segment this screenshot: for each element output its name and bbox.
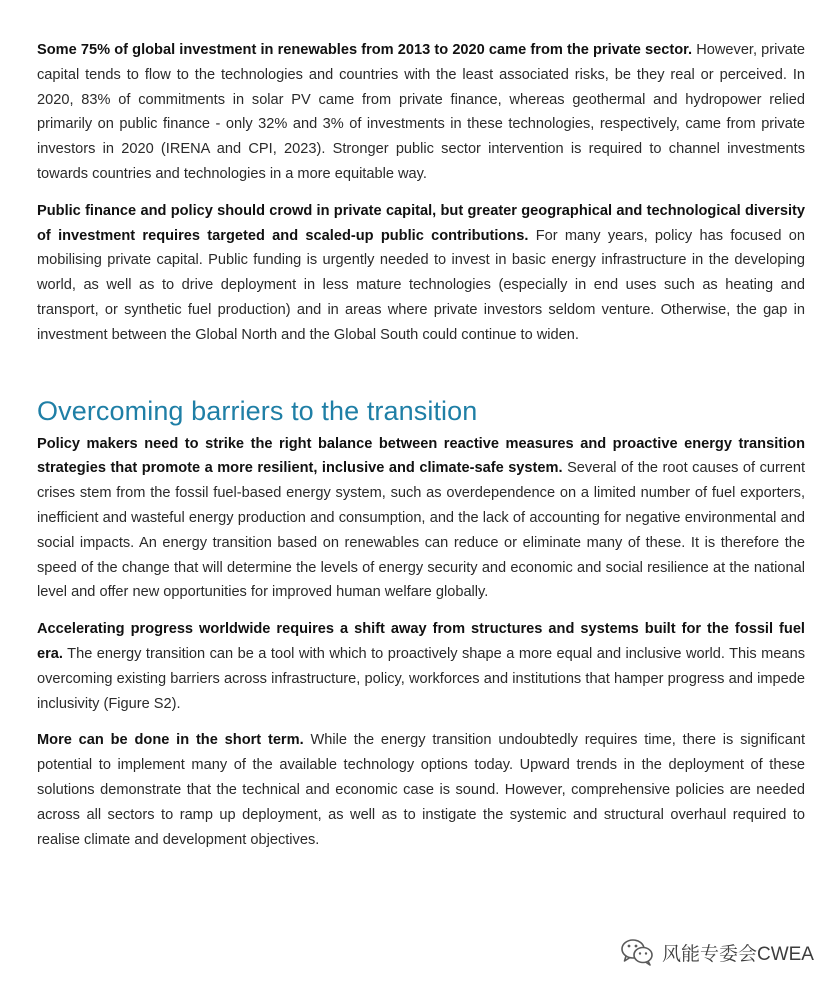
paragraph-accelerating-progress: [37, 617, 805, 716]
document-page: [37, 38, 805, 852]
paragraph-lead: Public finance and policy should crowd in private capital, but greater geographical and technological diversity of investment requires targeted and scaled-up public contributions.: [37, 202, 805, 244]
paragraph-body: The energy transition can be a tool with which to proactively shape a more equal and inclusive world. This means overcoming existing barriers across infrastructure, policy, workforces and institutions that hamper progress and impede inclusivity (Figure S2).: [37, 645, 805, 712]
section-heading: Overcoming barriers to the transition: [37, 395, 478, 426]
wechat-icon: [620, 938, 654, 966]
watermark-text: 风能专委会CWEA: [661, 943, 814, 965]
paragraph-lead: Some 75% of global investment in renewables from 2013 to 2020 came from the private sector.: [37, 42, 693, 58]
paragraph-lead: Policy makers need to strike the right balance between reactive measures and proactive energy transition strategies that promote a more resilient, inclusive and climate-safe system.: [37, 435, 805, 477]
paragraph-public-finance: [37, 199, 805, 348]
paragraph-body: For many years, policy has focused on mobilising private capital. Public funding is urgently needed to invest in basic energy infrastructure in the developing world, as well as to drive deployment in less mature technologies (especially in end uses such as heating and transport, or synthetic fuel production) and in areas where private investors seldom venture. Otherwise, the gap in investment between the Global North and the Global South could continue to widen.: [37, 227, 805, 343]
paragraph-policy-balance: [37, 432, 805, 606]
paragraph-short-term: [37, 728, 805, 852]
paragraph-body: Several of the root causes of current crises stem from the fossil fuel-based energy system, such as overdependence on a limited number of fuel exporters, inefficient and wasteful energy production and consumption, and the lack of accounting for negative environmental and social impacts. An energy transition based on renewables can reduce or eliminate many of these. It is therefore the speed of the change that will determine the levels of energy security and economic and social resilience at the national level and offer new opportunities for improved human welfare globally.: [37, 460, 806, 601]
paragraph-lead: More can be done in the short term.: [37, 732, 304, 749]
watermark: [620, 938, 814, 966]
paragraph-private-investment: [37, 38, 805, 187]
paragraph-body: While the energy transition undoubtedly requires time, there is significant potential to implement many of the available technology options today. Upward trends in the deployment of these solutions demonstrate that the technical and economic case is sound. However, comprehensive policies are needed across all sectors to ramp up deployment, as well as to instigate the systemic and structural overhaul required to realise climate and development objectives.: [37, 732, 806, 848]
paragraph-body: However, private capital tends to flow to the technologies and countries with the least associated risks, be they real or perceived. In 2020, 83% of commitments in solar PV came from private finance, whereas geothermal and hydropower relied primarily on public finance - only 32% and 3% of investments in these technologies, respectively, came from private investors in 2020 (IRENA and CPI, 2023). Stronger public sector intervention is required to channel investments towards countries and technologies in a more equitable way.: [37, 42, 805, 182]
paragraph-lead: Accelerating progress worldwide requires a shift away from structures and systems built for the fossil fuel era.: [37, 621, 805, 662]
